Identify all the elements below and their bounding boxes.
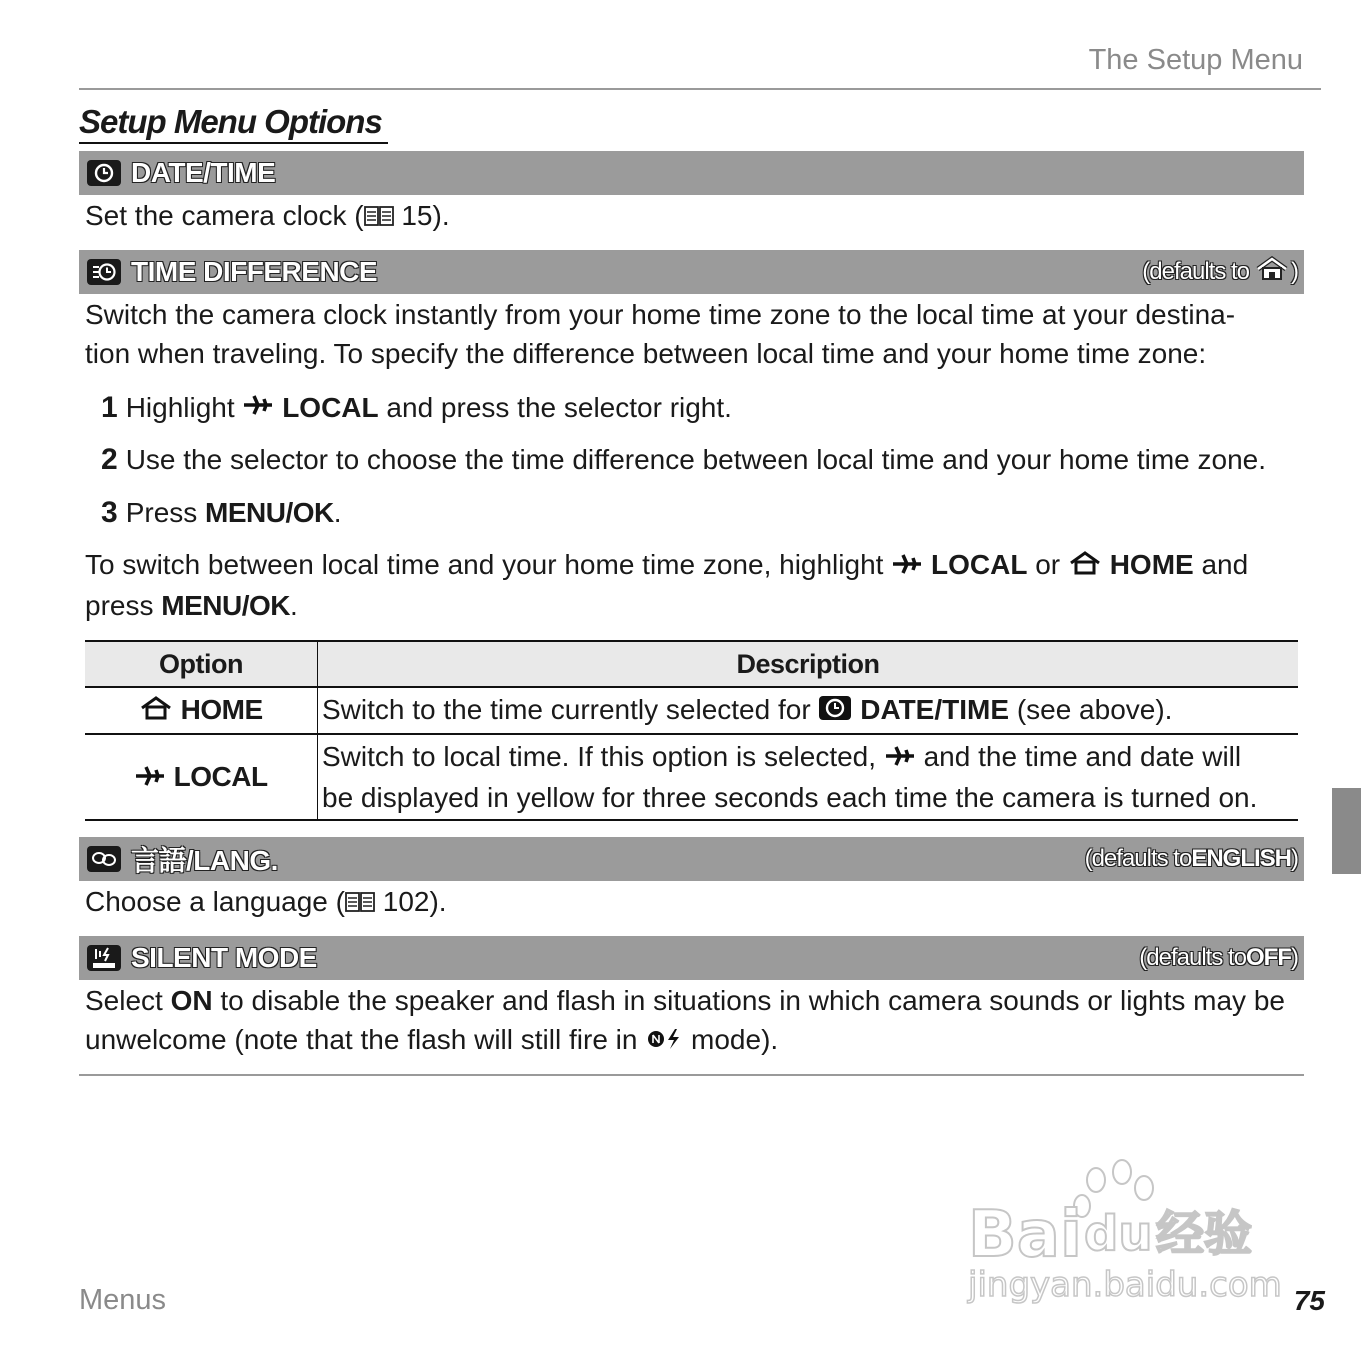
watermark-text: Bai (968, 1198, 1082, 1272)
language-bar (79, 837, 1304, 881)
airplane-icon (891, 547, 923, 586)
table-row (85, 687, 1298, 734)
airplane-icon (884, 739, 916, 778)
home-icon (1068, 547, 1102, 586)
running-header: The Setup Menu (1088, 44, 1303, 76)
home-icon (1255, 256, 1289, 289)
watermark-text-du: du (1084, 1206, 1153, 1262)
clock-icon (818, 692, 852, 731)
time-difference-default: (defaults to ) (1142, 256, 1298, 289)
step-2: 2 Use the selector to choose the time difference between local time and your home time zone. (101, 443, 1267, 476)
language-icon (87, 846, 121, 872)
silent-mode-default: (defaults to OFF ) (1139, 944, 1298, 971)
option-cell: LOCAL (85, 734, 318, 820)
switch-instructions: To switch between local time and your home time zone, highlight LOCAL or HOME and press MENU/OK. (85, 549, 1249, 622)
silent-mode-description: Select ON to disable the speaker and flash in situations in which camera sounds or lights may be unwelcome (note that the flash will still fire in mode). (85, 981, 1300, 1061)
bottom-divider (79, 1074, 1304, 1076)
book-page-icon (364, 198, 394, 237)
time-difference-bar (79, 250, 1304, 294)
watermark-url: jingyan.baidu.com (968, 1265, 1282, 1305)
section-title: Setup Menu Options (79, 102, 388, 144)
footer-chapter: Menus (79, 1284, 167, 1316)
step-1: 1 Highlight LOCAL and press the selector right. (101, 388, 732, 427)
options-table (85, 640, 1298, 821)
table-header-row (85, 641, 1298, 687)
column-header-option: Option (85, 641, 318, 687)
watermark-text-jingyan: 经验 (1156, 1206, 1253, 1262)
language-default: (defaults to ENGLISH ) (1084, 845, 1298, 872)
silent-mode-bar (79, 936, 1304, 980)
chapter-tab (1332, 788, 1361, 874)
table-row (85, 734, 1298, 820)
column-header-description: Description (318, 641, 1299, 687)
airplane-icon (134, 759, 166, 798)
watermark-logo (966, 1158, 1286, 1308)
silent-icon (87, 945, 121, 971)
silent-mode-title: SILENT MODE (131, 942, 317, 973)
home-icon (139, 692, 173, 731)
date-time-bar (79, 151, 1304, 195)
language-description: Choose a language ( 102). (85, 882, 1300, 923)
language-title: 言語/LANG. (131, 845, 278, 876)
date-time-description: Set the camera clock ( 15). (85, 196, 1300, 237)
option-cell: HOME (85, 687, 318, 734)
date-time-title: DATE/TIME (131, 157, 276, 188)
clock-icon (87, 160, 121, 186)
time-difference-intro: Switch the camera clock instantly from your home time zone to the local time at your destina- tion when traveling. To specify the difference between local time and your home time zone: (85, 299, 1236, 369)
header-divider (79, 88, 1321, 90)
world-clock-icon (87, 259, 121, 285)
airplane-icon (242, 388, 274, 427)
silent-flash-icon (645, 1022, 683, 1061)
description-cell: Switch to local time. If this option is selected, and the time and date will be displayed in yellow for three seconds each time the camera is turned on. (318, 734, 1299, 820)
time-difference-title: TIME DIFFERENCE (131, 256, 378, 287)
description-cell: Switch to the time currently selected for DATE/TIME (see above). (318, 687, 1299, 734)
page-number: 75 (1293, 1285, 1325, 1316)
step-3: 3 Press MENU/OK . (101, 496, 342, 529)
book-page-icon (345, 884, 375, 923)
